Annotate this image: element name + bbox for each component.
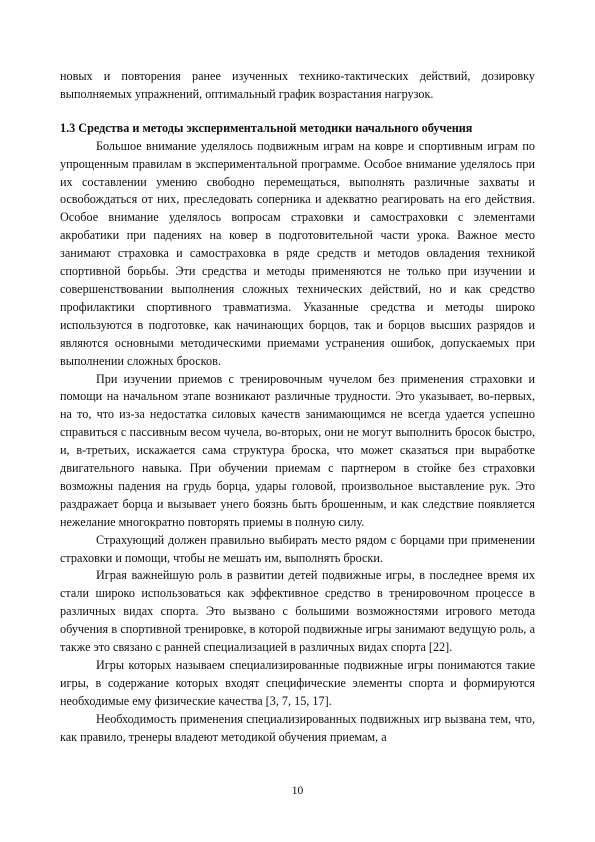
paragraph-4: Играя важнейшую роль в развитии детей подвижные игры, в последнее время их стали широко использоваться как эффективное средство в тренировочном процессе в различных видах спорта. Это вызвано с большими возможностями игрового метода обучения в спортивной тренировке, в которой подвижные игры занимают ведущую роль, а также это связано с ранней специализацией в различных видах спорта [22]. bbox=[60, 568, 535, 655]
paragraph-6: Необходимость применения специализированных подвижных игр вызвана тем, что, как правило, тренеры владеют методикой обучения приемам, а bbox=[60, 711, 535, 744]
paragraph-3: Страхующий должен правильно выбирать место рядом с борцами при применении страховки и помощи, чтобы не мешать им, выполнять броски. bbox=[60, 532, 535, 565]
paragraph-1: Большое внимание уделялось подвижным играм на ковре и спортивным играм по упрощенным правилам в экспериментальной программе. Особое внимание уделялось при их составлении умению свободно перемещаться, выполнять различные захваты и освобождаться от них, преследовать соперника и адекватно реагировать на его действия. Особое внимание уделялось вопросам страховки и самостраховки с элементами акробатики при падениях на ковер в подготовительной части урока. Важное место занимают страховка и самостраховка в ряде средств и методов овладения техникой спортивной борьбы. Эти средства и методы применяются не только при изучении и совершенствовании выполнения сложных технических действий, но и как средство профилактики спортивного травматизма. Указанные средства и методы широко используются в подготовке, как начинающих борцов, так и борцов высших разрядов и являются основными методическими приемами устранения ошибок, допускаемых при выполнении сложных бросков. bbox=[60, 138, 535, 368]
paragraph-5: Игры которых называем специализированные подвижные игры понимаются такие игры, в содержание которых входят специфические элементы спорта и формируются необходимые ему физические качества [3, 7, 15, 17]. bbox=[60, 658, 535, 708]
intro-paragraph: новых и повторения ранее изученных технико-тактических действий, дозировку выполняемых упражнений, оптимальный график возрастания нагрузок. bbox=[60, 69, 535, 101]
page-number: 10 bbox=[291, 785, 304, 797]
section-heading: 1.3 Средства и методы экспериментальной методики начального обучения bbox=[60, 120, 473, 135]
document-page bbox=[60, 68, 535, 747]
paragraph-2: При изучении приемов с тренировочным чучелом без применения страховки и помощи на начальном этапе возникают различные трудности. Это указывает, во-первых, на то, что из-за недостатка силовых качеств занимающимся не всегда удается успешно справиться с пассивным весом чучела, во-вторых, они не могут выполнить бросок быстро, и, в-третьих, искажается сама структура броска, что может сказаться при выработке двигательного навыка. При обучении приемам с партнером в стойке без страховки возможны падения на грудь борца, удары головой, произвольное выставление рук. Это раздражает борца и вызывает унего боязнь быть брошенным, и как следствие появляется нежелание многократно повторять приемы в полную силу. bbox=[60, 371, 535, 529]
